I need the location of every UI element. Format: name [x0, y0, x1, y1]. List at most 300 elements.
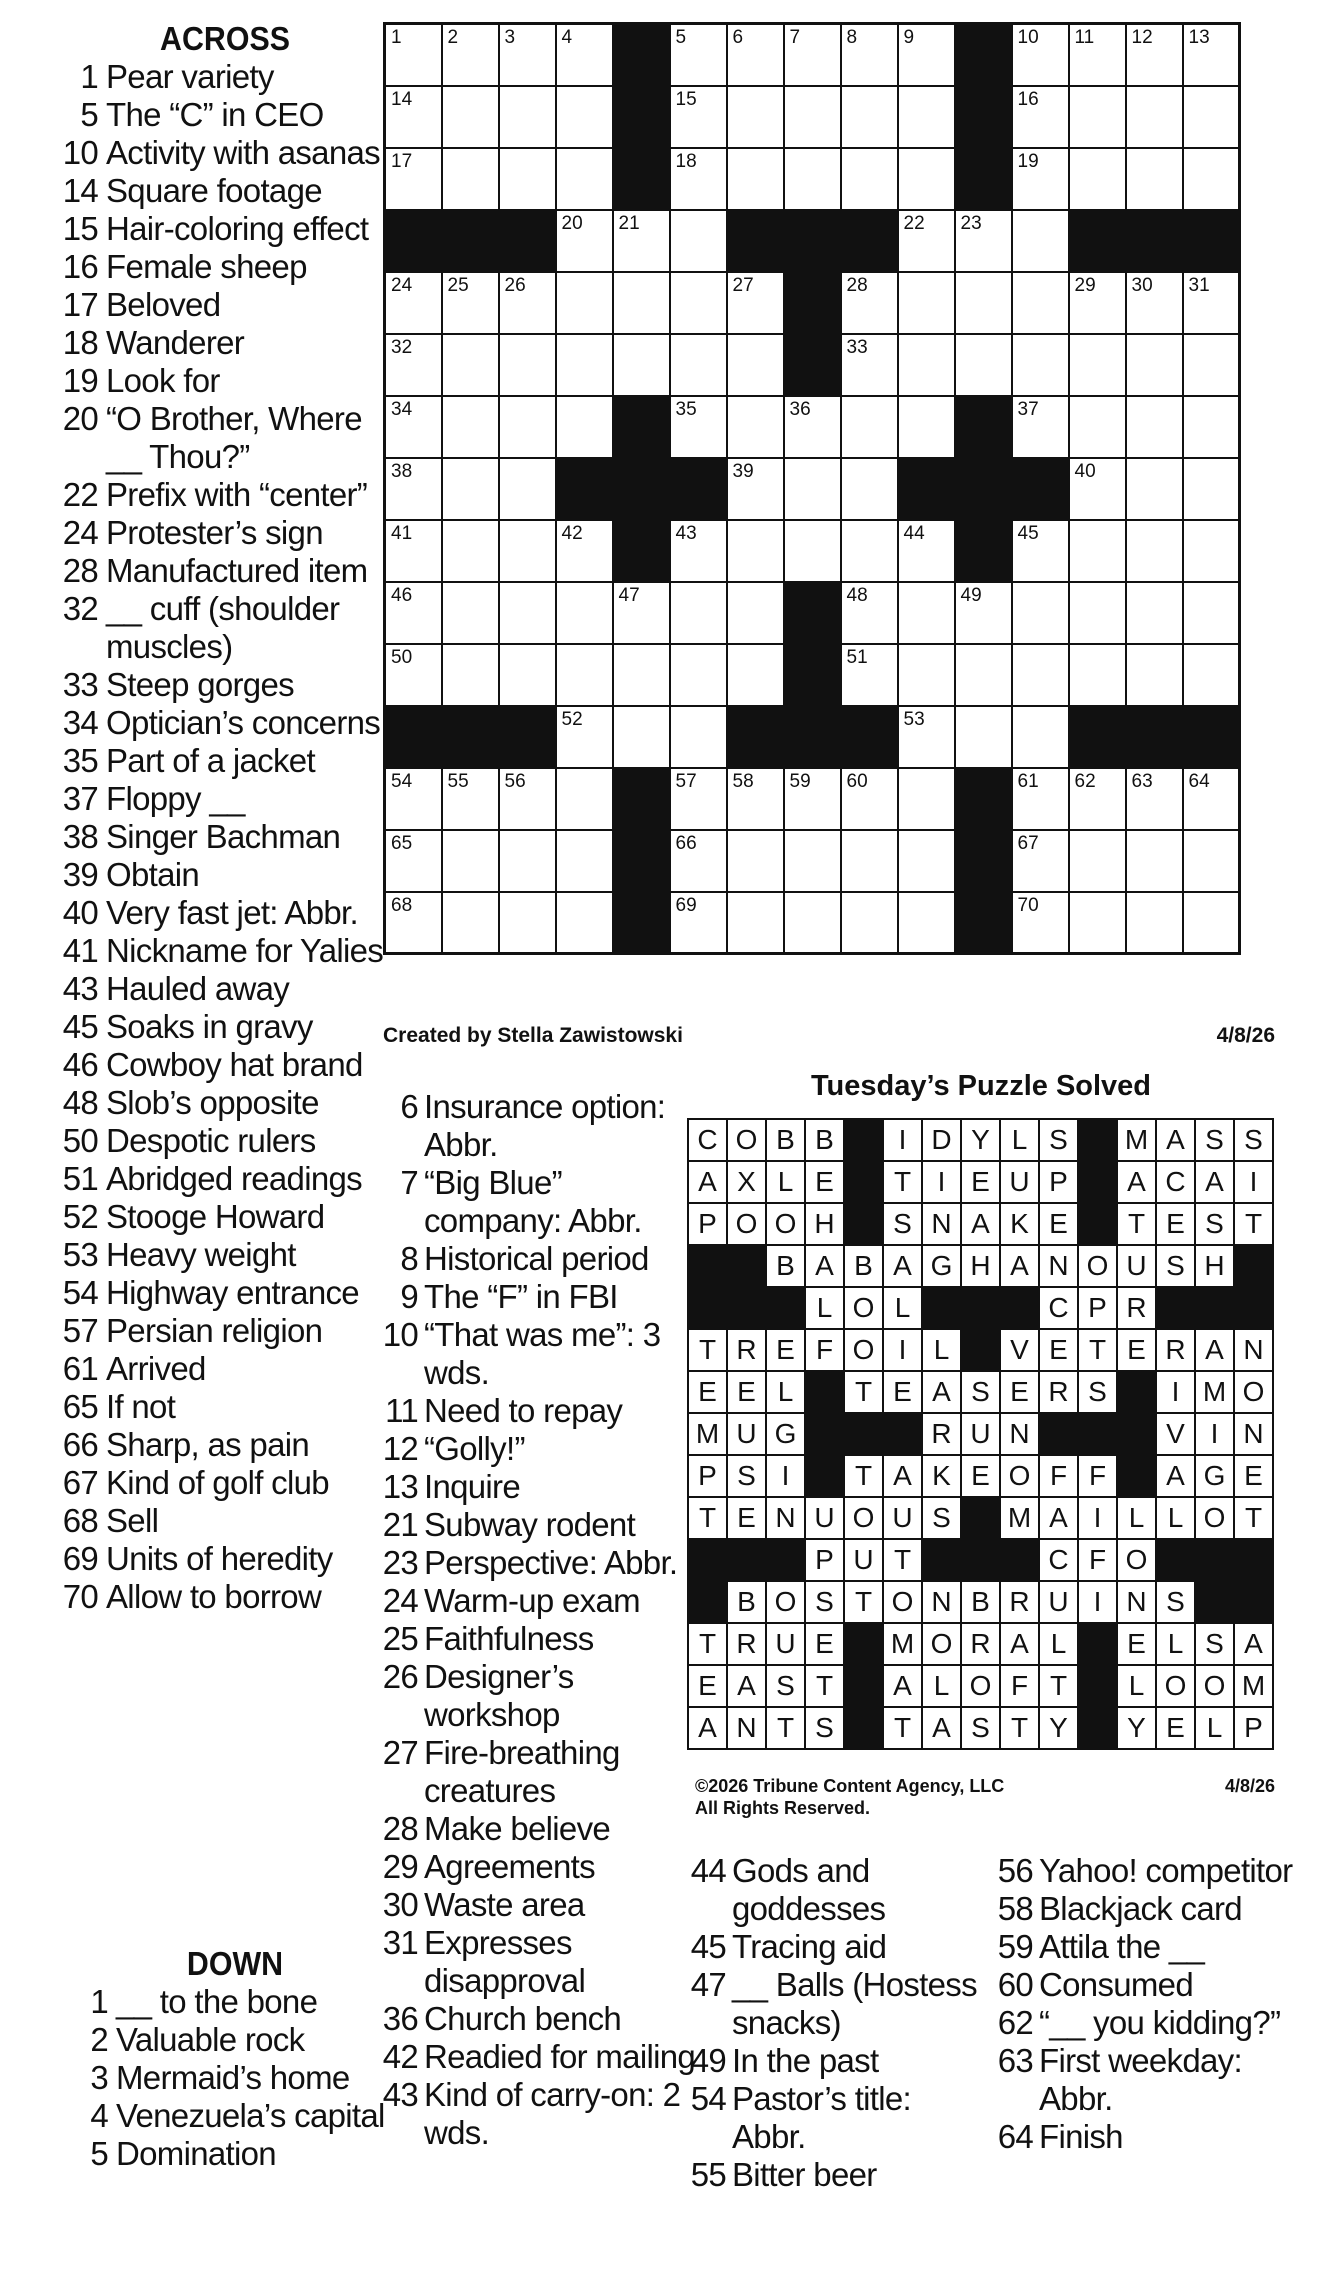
grid-cell[interactable]: [1183, 830, 1240, 892]
grid-cell[interactable]: [385, 892, 442, 954]
clue-text: Prefix with “center”: [106, 476, 368, 513]
solution-cell: L: [1195, 1707, 1234, 1749]
solution-cell: F: [1078, 1455, 1117, 1497]
grid-cell[interactable]: [670, 24, 727, 86]
grid-cell[interactable]: [499, 334, 556, 396]
solution-cell: I: [883, 1329, 922, 1371]
grid-cell[interactable]: [898, 210, 955, 272]
grid-cell[interactable]: [898, 272, 955, 334]
grid-cell[interactable]: [499, 86, 556, 148]
solution-cell: E: [883, 1371, 922, 1413]
grid-cell[interactable]: [898, 334, 955, 396]
grid-cell[interactable]: [1069, 644, 1126, 706]
grid-cell[interactable]: [1126, 86, 1183, 148]
grid-cell[interactable]: [670, 706, 727, 768]
across-clue-18: [60, 324, 390, 362]
grid-cell[interactable]: [385, 830, 442, 892]
black-square: [442, 210, 499, 272]
grid-cell[interactable]: [1183, 582, 1240, 644]
grid-cell[interactable]: [670, 210, 727, 272]
black-square: [841, 706, 898, 768]
grid-cell[interactable]: [442, 582, 499, 644]
grid-cell[interactable]: [841, 520, 898, 582]
solution-black-square: [1234, 1581, 1273, 1623]
clue-text: Singer Bachman: [106, 818, 341, 855]
solution-cell: E: [1156, 1203, 1195, 1245]
down-clues-column-4: [995, 1852, 1305, 2156]
grid-cell[interactable]: [1069, 148, 1126, 210]
grid-cell[interactable]: [1183, 86, 1240, 148]
grid-cell[interactable]: [613, 644, 670, 706]
grid-cell[interactable]: [1012, 272, 1069, 334]
grid-cell[interactable]: [442, 644, 499, 706]
solution-cell: S: [1234, 1119, 1273, 1161]
solution-black-square: [844, 1623, 883, 1665]
solution-cell: A: [961, 1203, 1000, 1245]
grid-cell[interactable]: [499, 582, 556, 644]
black-square: [955, 86, 1012, 148]
solution-cell: S: [766, 1665, 805, 1707]
grid-cell[interactable]: [841, 644, 898, 706]
clue-number: 53: [62, 1236, 98, 1273]
grid-cell[interactable]: [955, 210, 1012, 272]
solution-cell: R: [1000, 1581, 1039, 1623]
clue-text: Gods and goddesses: [732, 1852, 886, 1927]
grid-cell[interactable]: [442, 86, 499, 148]
across-clue-22: [60, 476, 390, 514]
solution-cell: U: [805, 1497, 844, 1539]
grid-cell[interactable]: [385, 24, 442, 86]
grid-cell[interactable]: [1012, 24, 1069, 86]
grid-cell[interactable]: [727, 582, 784, 644]
across-clue-68: [60, 1502, 390, 1540]
cell-number: 3: [504, 27, 516, 48]
grid-cell[interactable]: [442, 334, 499, 396]
grid-cell[interactable]: [1012, 706, 1069, 768]
grid-cell[interactable]: [556, 582, 613, 644]
grid-cell[interactable]: [1183, 334, 1240, 396]
clue-text: Designer’s workshop: [424, 1658, 574, 1733]
grid-cell[interactable]: [784, 396, 841, 458]
grid-cell[interactable]: [898, 24, 955, 86]
grid-cell[interactable]: [385, 86, 442, 148]
solution-cell: O: [844, 1497, 883, 1539]
cell-number: 50: [391, 646, 413, 668]
grid-cell[interactable]: [1069, 520, 1126, 582]
grid-cell[interactable]: [1069, 272, 1126, 334]
grid-cell[interactable]: [784, 520, 841, 582]
solution-cell: N: [922, 1581, 961, 1623]
grid-cell[interactable]: [670, 582, 727, 644]
cell-number: 5: [675, 27, 687, 48]
grid-cell[interactable]: [727, 272, 784, 334]
grid-cell[interactable]: [385, 272, 442, 334]
grid-cell[interactable]: [955, 706, 1012, 768]
solution-cell: H: [805, 1203, 844, 1245]
grid-cell[interactable]: [1126, 582, 1183, 644]
clue-text: Kind of carry-on: 2 wds.: [424, 2076, 681, 2151]
grid-cell[interactable]: [670, 644, 727, 706]
grid-cell[interactable]: [613, 210, 670, 272]
grid-cell[interactable]: [1126, 272, 1183, 334]
solution-cell: C: [1039, 1539, 1078, 1581]
grid-cell[interactable]: [670, 396, 727, 458]
clue-text: First weekday: Abbr.: [1039, 2042, 1242, 2117]
grid-cell[interactable]: [670, 520, 727, 582]
solution-black-square: [1078, 1119, 1117, 1161]
solution-cell: A: [1156, 1119, 1195, 1161]
solution-cell: K: [1000, 1203, 1039, 1245]
grid-cell[interactable]: [1069, 582, 1126, 644]
puzzle-author-credit: Created by Stella Zawistowski: [383, 1024, 683, 1047]
grid-cell[interactable]: [1069, 396, 1126, 458]
across-clue-51: [60, 1160, 390, 1198]
clue-text: Abridged readings: [106, 1160, 362, 1197]
solution-cell: M: [1117, 1119, 1156, 1161]
solution-cell: S: [1156, 1581, 1195, 1623]
grid-cell[interactable]: [1069, 334, 1126, 396]
black-square: [1126, 210, 1183, 272]
grid-cell[interactable]: [1069, 458, 1126, 520]
grid-cell[interactable]: [670, 86, 727, 148]
grid-cell[interactable]: [1126, 458, 1183, 520]
grid-cell[interactable]: [841, 830, 898, 892]
grid-cell[interactable]: [898, 520, 955, 582]
grid-cell[interactable]: [499, 396, 556, 458]
grid-cell[interactable]: [499, 272, 556, 334]
grid-cell[interactable]: [727, 830, 784, 892]
down-clue-59: [995, 1928, 1305, 1966]
across-clue-34: [60, 704, 390, 742]
grid-cell[interactable]: [556, 272, 613, 334]
grid-cell[interactable]: [841, 768, 898, 830]
solution-black-square: [1195, 1581, 1234, 1623]
grid-cell[interactable]: [613, 334, 670, 396]
solution-cell: S: [1195, 1623, 1234, 1665]
grid-cell[interactable]: [385, 334, 442, 396]
solution-cell: T: [1234, 1203, 1273, 1245]
grid-cell[interactable]: [727, 892, 784, 954]
grid-cell[interactable]: [784, 892, 841, 954]
grid-cell[interactable]: [1126, 768, 1183, 830]
grid-cell[interactable]: [898, 768, 955, 830]
grid-cell[interactable]: [385, 396, 442, 458]
grid-cell[interactable]: [841, 582, 898, 644]
grid-cell[interactable]: [1069, 24, 1126, 86]
grid-cell[interactable]: [784, 24, 841, 86]
solution-cell: P: [1039, 1161, 1078, 1203]
cell-number: 56: [504, 770, 526, 792]
grid-cell[interactable]: [1126, 644, 1183, 706]
cell-number: 45: [1017, 522, 1039, 544]
grid-cell[interactable]: [727, 458, 784, 520]
grid-cell[interactable]: [841, 334, 898, 396]
down-clue-54: [688, 2080, 988, 2156]
solution-cell: E: [727, 1497, 766, 1539]
grid-cell[interactable]: [556, 334, 613, 396]
grid-cell[interactable]: [556, 86, 613, 148]
grid-cell[interactable]: [898, 582, 955, 644]
grid-cell[interactable]: [556, 24, 613, 86]
solution-cell: A: [805, 1245, 844, 1287]
grid-cell[interactable]: [499, 458, 556, 520]
grid-cell[interactable]: [1012, 86, 1069, 148]
grid-cell[interactable]: [1183, 458, 1240, 520]
grid-cell[interactable]: [556, 892, 613, 954]
grid-cell[interactable]: [784, 458, 841, 520]
grid-cell[interactable]: [385, 148, 442, 210]
clue-text: Perspective: Abbr.: [424, 1544, 678, 1581]
grid-cell[interactable]: [442, 768, 499, 830]
cell-number: 36: [789, 398, 811, 420]
grid-cell[interactable]: [898, 148, 955, 210]
grid-cell[interactable]: [442, 24, 499, 86]
solution-cell: B: [766, 1119, 805, 1161]
grid-cell[interactable]: [1126, 892, 1183, 954]
solution-black-square: [727, 1287, 766, 1329]
clue-text: Faithfulness: [424, 1620, 594, 1657]
grid-cell[interactable]: [670, 272, 727, 334]
grid-cell[interactable]: [613, 582, 670, 644]
grid-cell[interactable]: [1126, 830, 1183, 892]
grid-cell[interactable]: [1012, 396, 1069, 458]
solution-cell: S: [883, 1203, 922, 1245]
solution-cell: R: [1156, 1329, 1195, 1371]
solution-cell: N: [766, 1497, 805, 1539]
grid-cell[interactable]: [1069, 830, 1126, 892]
grid-cell[interactable]: [670, 334, 727, 396]
clue-text: Need to repay: [424, 1392, 623, 1429]
solution-cell: S: [805, 1707, 844, 1749]
solution-cell: T: [688, 1497, 727, 1539]
grid-row: [385, 830, 1240, 892]
solution-cell: S: [1156, 1245, 1195, 1287]
grid-cell[interactable]: [1126, 396, 1183, 458]
grid-cell[interactable]: [499, 830, 556, 892]
grid-cell[interactable]: [499, 24, 556, 86]
grid-cell[interactable]: [784, 86, 841, 148]
grid-cell[interactable]: [784, 768, 841, 830]
grid-cell[interactable]: [1183, 24, 1240, 86]
grid-cell[interactable]: [499, 644, 556, 706]
black-square: [898, 458, 955, 520]
grid-cell[interactable]: [670, 892, 727, 954]
grid-cell[interactable]: [613, 706, 670, 768]
grid-cell[interactable]: [1012, 148, 1069, 210]
grid-cell[interactable]: [898, 892, 955, 954]
solution-cell: D: [922, 1119, 961, 1161]
grid-cell[interactable]: [1183, 892, 1240, 954]
grid-cell[interactable]: [1183, 520, 1240, 582]
grid-cell[interactable]: [442, 272, 499, 334]
cell-number: 14: [391, 88, 413, 110]
grid-cell[interactable]: [898, 396, 955, 458]
clue-text: Mermaid’s home: [116, 2059, 350, 2096]
solution-cell: N: [1117, 1581, 1156, 1623]
cell-number: 23: [960, 212, 982, 234]
clue-number: 45: [690, 1928, 726, 1965]
grid-cell[interactable]: [898, 86, 955, 148]
grid-cell[interactable]: [1183, 396, 1240, 458]
grid-cell[interactable]: [784, 148, 841, 210]
down-clue-45: [688, 1928, 988, 1966]
grid-cell[interactable]: [442, 396, 499, 458]
grid-cell[interactable]: [613, 272, 670, 334]
solution-cell: R: [961, 1623, 1000, 1665]
grid-cell[interactable]: [556, 396, 613, 458]
clue-text: Warm-up exam: [424, 1582, 640, 1619]
grid-cell[interactable]: [556, 706, 613, 768]
grid-cell[interactable]: [841, 24, 898, 86]
clue-text: Attila the __: [1039, 1928, 1205, 1965]
across-clue-1: [60, 58, 390, 96]
grid-cell[interactable]: [841, 148, 898, 210]
grid-cell[interactable]: [841, 892, 898, 954]
grid-cell[interactable]: [898, 830, 955, 892]
solution-cell: E: [961, 1161, 1000, 1203]
solution-cell: O: [727, 1203, 766, 1245]
solution-cell: O: [1078, 1245, 1117, 1287]
solution-cell: P: [1078, 1287, 1117, 1329]
grid-cell[interactable]: [727, 334, 784, 396]
grid-cell[interactable]: [1126, 24, 1183, 86]
grid-cell[interactable]: [1012, 830, 1069, 892]
grid-cell[interactable]: [670, 768, 727, 830]
clue-text: Expresses disapproval: [424, 1924, 586, 1999]
cell-number: 44: [903, 522, 925, 544]
grid-cell[interactable]: [1012, 210, 1069, 272]
grid-cell[interactable]: [727, 148, 784, 210]
grid-cell[interactable]: [727, 768, 784, 830]
solution-row: [688, 1707, 1273, 1749]
clue-text: Insurance option: Abbr.: [424, 1088, 666, 1163]
grid-cell[interactable]: [727, 520, 784, 582]
clue-text: Very fast jet: Abbr.: [106, 894, 358, 931]
grid-cell[interactable]: [727, 396, 784, 458]
clue-number: 68: [62, 1502, 98, 1539]
down-clue-24: [380, 1582, 700, 1620]
grid-cell[interactable]: [499, 768, 556, 830]
grid-cell[interactable]: [442, 148, 499, 210]
grid-cell[interactable]: [1069, 86, 1126, 148]
cell-number: 22: [903, 212, 925, 234]
grid-cell[interactable]: [442, 458, 499, 520]
grid-cell[interactable]: [898, 644, 955, 706]
clue-text: Obtain: [106, 856, 200, 893]
clue-number: 70: [62, 1578, 98, 1615]
grid-cell[interactable]: [955, 582, 1012, 644]
grid-cell[interactable]: [727, 24, 784, 86]
solution-cell: L: [1039, 1623, 1078, 1665]
grid-cell[interactable]: [556, 644, 613, 706]
solution-cell: B: [727, 1581, 766, 1623]
grid-cell[interactable]: [1012, 520, 1069, 582]
grid-cell[interactable]: [841, 458, 898, 520]
grid-cell[interactable]: [385, 582, 442, 644]
grid-cell[interactable]: [1183, 148, 1240, 210]
grid-cell[interactable]: [556, 520, 613, 582]
grid-cell[interactable]: [1069, 768, 1126, 830]
grid-cell[interactable]: [841, 86, 898, 148]
grid-cell[interactable]: [442, 520, 499, 582]
grid-cell[interactable]: [727, 644, 784, 706]
cell-number: 47: [618, 584, 640, 606]
grid-row: [385, 644, 1240, 706]
grid-row: [385, 706, 1240, 768]
grid-cell[interactable]: [955, 644, 1012, 706]
grid-cell[interactable]: [1012, 768, 1069, 830]
grid-cell[interactable]: [556, 768, 613, 830]
solution-cell: F: [1000, 1665, 1039, 1707]
grid-cell[interactable]: [1126, 148, 1183, 210]
grid-cell[interactable]: [898, 706, 955, 768]
grid-cell[interactable]: [556, 830, 613, 892]
down-clue-5: [70, 2135, 400, 2173]
grid-cell[interactable]: [442, 830, 499, 892]
grid-cell[interactable]: [385, 644, 442, 706]
grid-cell[interactable]: [841, 272, 898, 334]
down-clue-43: [380, 2076, 700, 2152]
solution-cell: L: [922, 1665, 961, 1707]
grid-cell[interactable]: [784, 830, 841, 892]
grid-cell[interactable]: [385, 458, 442, 520]
grid-cell[interactable]: [841, 396, 898, 458]
solution-row: [688, 1665, 1273, 1707]
solution-cell: T: [1078, 1329, 1117, 1371]
grid-cell[interactable]: [1012, 582, 1069, 644]
cell-number: 26: [504, 274, 526, 296]
grid-cell[interactable]: [727, 86, 784, 148]
grid-cell[interactable]: [1069, 892, 1126, 954]
grid-cell[interactable]: [955, 272, 1012, 334]
grid-cell[interactable]: [499, 520, 556, 582]
grid-cell[interactable]: [1183, 272, 1240, 334]
grid-cell[interactable]: [556, 148, 613, 210]
grid-cell[interactable]: [1012, 644, 1069, 706]
grid-cell[interactable]: [1183, 768, 1240, 830]
grid-cell[interactable]: [1012, 334, 1069, 396]
clue-number: 45: [62, 1008, 98, 1045]
grid-cell[interactable]: [670, 148, 727, 210]
grid-cell[interactable]: [670, 830, 727, 892]
grid-cell[interactable]: [1183, 644, 1240, 706]
grid-cell[interactable]: [955, 334, 1012, 396]
clue-number: 21: [382, 1506, 418, 1543]
grid-cell[interactable]: [1012, 892, 1069, 954]
across-clue-66: [60, 1426, 390, 1464]
cell-number: 1: [391, 27, 402, 48]
down-clue-30: [380, 1886, 700, 1924]
cell-number: 37: [1017, 398, 1039, 420]
grid-cell[interactable]: [385, 768, 442, 830]
clue-text: Subway rodent: [424, 1506, 636, 1543]
grid-cell[interactable]: [442, 892, 499, 954]
solution-cell: O: [1156, 1665, 1195, 1707]
clue-number: 61: [62, 1350, 98, 1387]
cell-number: 33: [846, 336, 868, 358]
grid-cell[interactable]: [385, 520, 442, 582]
down-clue-47: [688, 1966, 988, 2042]
grid-cell[interactable]: [1126, 334, 1183, 396]
clue-text: Stooge Howard: [106, 1198, 325, 1235]
clue-number: 22: [62, 476, 98, 513]
grid-cell[interactable]: [499, 148, 556, 210]
grid-cell[interactable]: [556, 210, 613, 272]
down-clue-55: [688, 2156, 988, 2194]
grid-cell[interactable]: [1126, 520, 1183, 582]
grid-cell[interactable]: [499, 892, 556, 954]
cell-number: 69: [675, 894, 697, 916]
